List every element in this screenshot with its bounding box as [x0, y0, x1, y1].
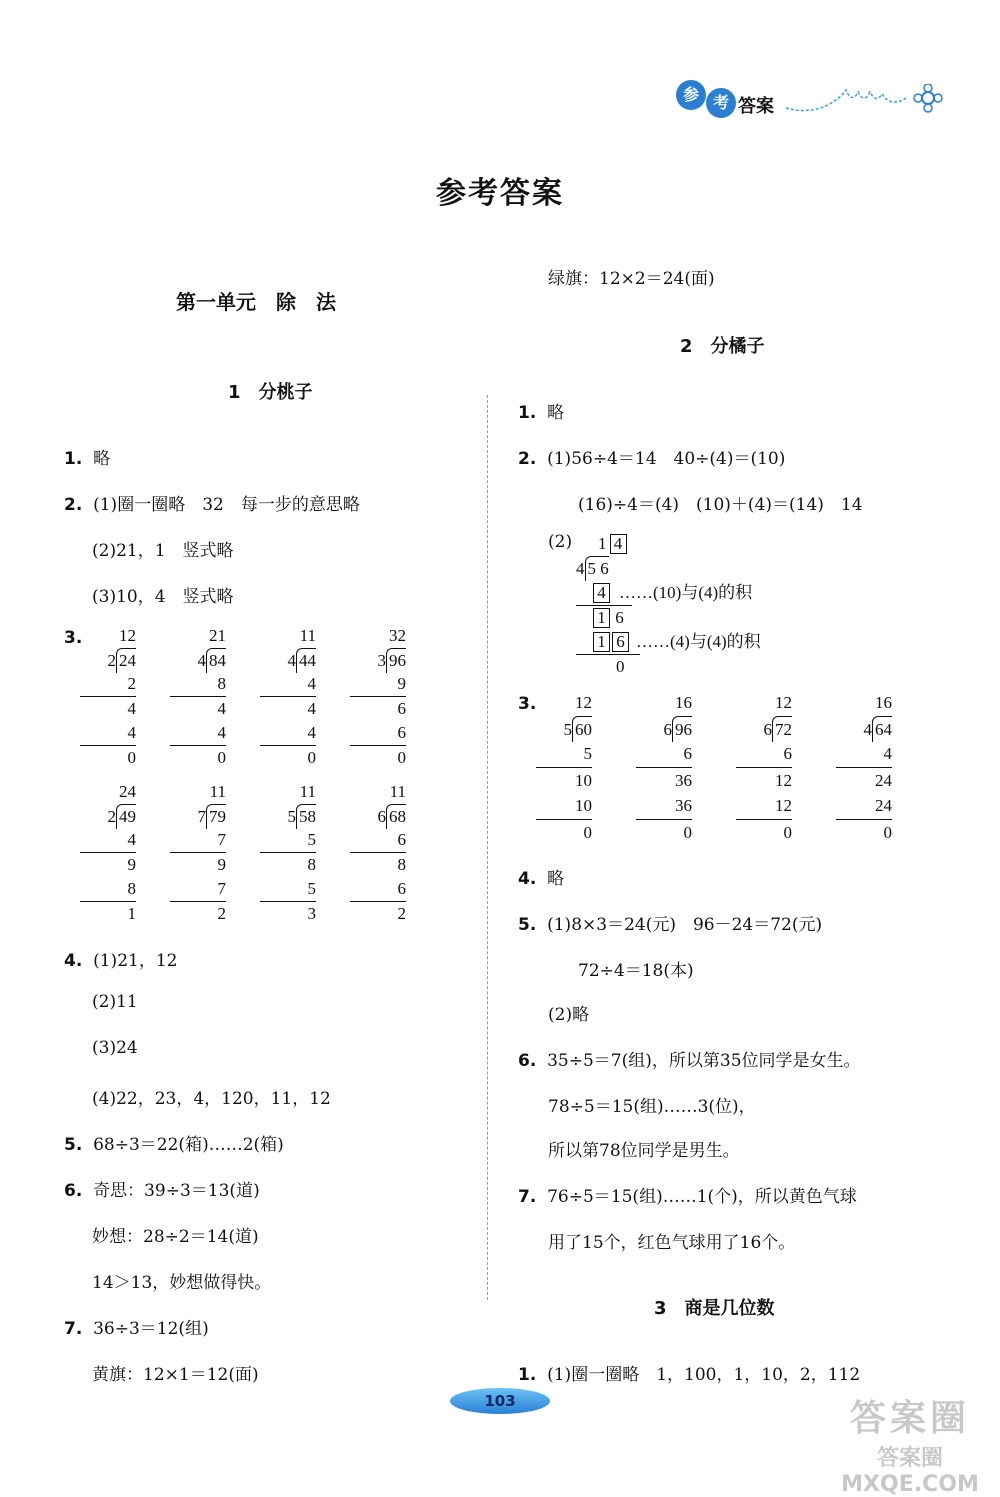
answer-badge	[676, 80, 946, 120]
division-line: 4	[127, 699, 136, 718]
division-line: 11	[389, 782, 406, 801]
division-line: 8	[170, 672, 226, 697]
badge-bubble-1: 参	[676, 80, 706, 110]
division-line: 11	[299, 782, 316, 801]
division-line: 6 96	[636, 716, 692, 742]
division-line: 4	[80, 828, 136, 853]
l-q1: 1. 略	[64, 449, 111, 469]
badge-label: 答案	[738, 96, 774, 117]
l-q4b: (2)11	[92, 992, 138, 1012]
unit-heading: 第一单元 除 法	[176, 290, 336, 314]
section-heading-1: 1 分桃子	[228, 382, 313, 403]
division-line: 16	[875, 693, 892, 712]
long-division	[260, 780, 316, 926]
division-line: 3	[307, 904, 316, 923]
division-line: 12	[736, 793, 792, 820]
division-line: 9	[217, 855, 226, 874]
division-line: 4 84	[170, 648, 226, 672]
division-line: 10	[536, 793, 592, 820]
division-line: 0	[307, 748, 316, 767]
division-line: 0	[683, 822, 692, 842]
division-line: 5 58	[260, 804, 316, 828]
division-line: 9	[350, 672, 406, 697]
l-q2: 2. (1)圈一圈略 32 每一步的意思略	[64, 495, 360, 515]
division-line: 4	[260, 672, 316, 697]
long-division	[80, 624, 136, 770]
division-line: 2 49	[80, 804, 136, 828]
r-q5b: 72÷4＝18(本)	[578, 961, 694, 981]
long-division	[350, 624, 406, 770]
division-line: 32	[389, 626, 406, 645]
long-division	[80, 780, 136, 926]
division-line: 6	[350, 877, 406, 902]
r-q6c: 所以第78位同学是男生。	[548, 1141, 740, 1161]
division-line: 0	[127, 748, 136, 767]
division-line: 7	[170, 877, 226, 902]
division-line: 5	[536, 741, 592, 768]
r-q2c-label: (2)	[548, 532, 573, 552]
division-line: 11	[299, 626, 316, 645]
page-title: 参考答案	[436, 176, 564, 211]
long-division	[260, 624, 316, 770]
division-line: 0	[583, 822, 592, 842]
flower-swirl-icon	[786, 84, 946, 116]
division-line: 10	[575, 770, 592, 790]
division-line: 0	[217, 748, 226, 767]
r-q2: 2. (1)56÷4＝14 40÷(4)＝(10)	[518, 449, 786, 469]
division-line: 16	[675, 693, 692, 712]
division-line: 4	[80, 721, 136, 746]
r-q5c: (2)略	[548, 1005, 590, 1025]
division-line: 8	[397, 855, 406, 874]
division-line: 7	[170, 828, 226, 853]
division-line: 4	[260, 721, 316, 746]
division-line: 2	[217, 904, 226, 923]
page-number: 103	[450, 1388, 550, 1414]
l-q3-number: 3.	[64, 628, 83, 648]
division-line: 24	[875, 770, 892, 790]
division-line: 6	[736, 741, 792, 768]
boxed-division: 1 4 4 5 6 4 ……(10)与(4)的积 1 6 1 6 ……(4)与(4)的积 0	[576, 532, 761, 679]
r-q5: 5. (1)8×3＝24(元) 96－24＝72(元)	[518, 915, 823, 935]
division-line: 4 44	[260, 648, 316, 672]
r-q7b: 用了15个，红色气球用了16个。	[548, 1233, 796, 1253]
division-line: 2	[397, 904, 406, 923]
l-q4: 4. (1)21，12	[64, 951, 178, 971]
division-line: 36	[636, 793, 692, 820]
long-division	[636, 690, 692, 845]
division-line: 24	[836, 793, 892, 820]
division-line: 12	[119, 626, 136, 645]
column-divider	[487, 395, 488, 1300]
division-line: 4 64	[836, 716, 892, 742]
division-line: 0	[397, 748, 406, 767]
r-s3q1: 1. (1)圈一圈略 1，100，1，10，2，112	[518, 1365, 861, 1385]
l-q6: 6. 奇思：39÷3＝13(道)	[64, 1181, 260, 1201]
section-heading-3: 3 商是几位数	[654, 1298, 775, 1319]
l-q7b: 黄旗：12×1＝12(面)	[92, 1365, 259, 1385]
r-q6: 6. 35÷5＝7(组)，所以第35位同学是女生。	[518, 1051, 861, 1071]
division-line: 4	[217, 699, 226, 718]
division-line: 9	[127, 855, 136, 874]
badge-bubble-2: 考	[706, 88, 736, 118]
l-q6c: 14＞13，妙想做得快。	[92, 1273, 272, 1293]
division-line: 12	[775, 693, 792, 712]
long-division	[350, 780, 406, 926]
l-q4d: (4)22，23，4，120，11，12	[92, 1089, 331, 1109]
division-line: 36	[675, 770, 692, 790]
division-line: 0	[783, 822, 792, 842]
watermark-logo: 答案圈 答案圈 MXQE.COM	[841, 1398, 979, 1497]
l-q2b: (2)21，1 竖式略	[92, 541, 234, 561]
division-line: 6	[397, 699, 406, 718]
division-line: 8	[80, 877, 136, 902]
division-line: 11	[209, 782, 226, 801]
division-line: 1	[127, 904, 136, 923]
division-line: 6	[350, 721, 406, 746]
division-line: 21	[209, 626, 226, 645]
division-line: 6 72	[736, 716, 792, 742]
r-q6b: 78÷5＝15(组)……3(位)，	[548, 1097, 756, 1117]
l-q2c: (3)10，4 竖式略	[92, 587, 234, 607]
r-q3-number: 3.	[518, 694, 537, 714]
division-line: 6	[350, 828, 406, 853]
division-line: 12	[775, 770, 792, 790]
r-q7: 7. 76÷5＝15(组)……1(个)，所以黄色气球	[518, 1187, 857, 1207]
r-q2b: (16)÷4＝(4) (10)＋(4)＝(14) 14	[578, 495, 863, 515]
division-line: 4	[836, 741, 892, 768]
division-line: 8	[307, 855, 316, 874]
l-q7: 7. 36÷3＝12(组)	[64, 1319, 209, 1339]
r-q4: 4. 略	[518, 869, 565, 889]
section-heading-2: 2 分橘子	[680, 336, 765, 357]
division-line: 12	[575, 693, 592, 712]
r-green: 绿旗：12×2＝24(面)	[548, 269, 715, 289]
division-line: 0	[883, 822, 892, 842]
division-line: 5	[260, 877, 316, 902]
l-q5: 5. 68÷3＝22(箱)……2(箱)	[64, 1135, 284, 1155]
division-line: 6	[636, 741, 692, 768]
long-division	[836, 690, 892, 845]
division-line: 3 96	[350, 648, 406, 672]
l-q4c: (3)24	[92, 1038, 138, 1058]
long-division	[170, 780, 226, 926]
division-line: 4	[170, 721, 226, 746]
division-line: 4	[307, 699, 316, 718]
division-line: 5 60	[536, 716, 592, 742]
division-line: 2 24	[80, 648, 136, 672]
division-line: 24	[119, 782, 136, 801]
l-q6b: 妙想：28÷2＝14(道)	[92, 1227, 259, 1247]
division-line: 7 79	[170, 804, 226, 828]
division-line: 5	[260, 828, 316, 853]
long-division	[170, 624, 226, 770]
division-line: 2	[80, 672, 136, 697]
division-line: 6 68	[350, 804, 406, 828]
r-q1: 1. 略	[518, 403, 565, 423]
long-division	[536, 690, 592, 845]
long-division	[736, 690, 792, 845]
